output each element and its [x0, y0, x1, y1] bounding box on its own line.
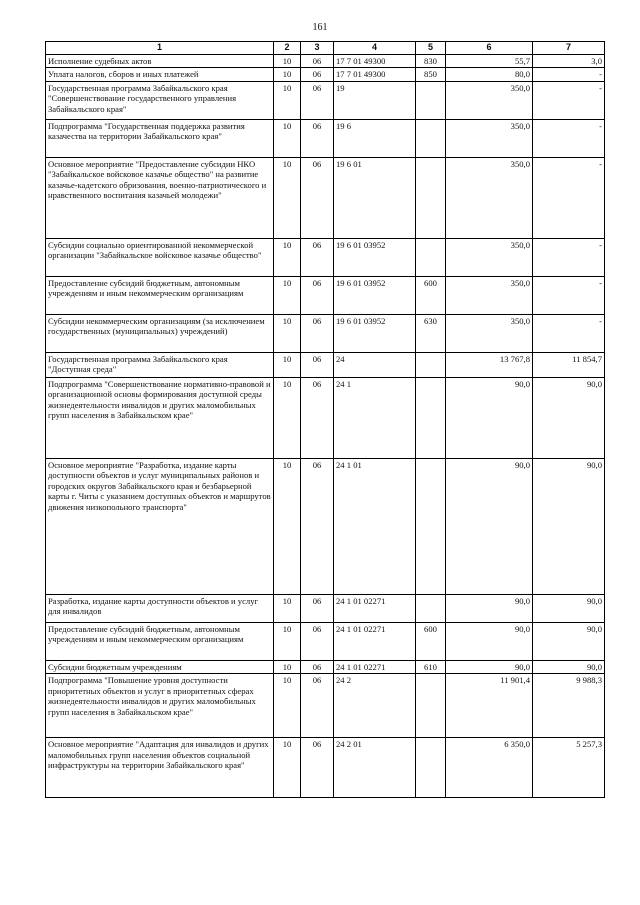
- row-amount-2021-cell: -: [533, 238, 605, 276]
- table-row: [46, 674, 605, 738]
- row-name-cell: Субсидии бюджетным учреждениям: [46, 660, 274, 673]
- row-section-cell: 10: [274, 68, 301, 81]
- row-amount-2021-cell: -: [533, 314, 605, 352]
- row-amount-2020-cell: 90,0: [446, 458, 533, 594]
- row-amount-2020-cell: 11 901,4: [446, 674, 533, 738]
- row-amount-2020-cell: 350,0: [446, 81, 533, 119]
- row-section-cell: 10: [274, 276, 301, 314]
- row-target-code-cell: 19 6 01: [334, 157, 416, 238]
- row-expense-type-cell: [416, 81, 446, 119]
- row-section-cell: 10: [274, 314, 301, 352]
- row-subsection-cell: 06: [301, 377, 334, 458]
- row-expense-type-cell: [416, 238, 446, 276]
- row-subsection-cell: 06: [301, 738, 334, 798]
- row-amount-2021-cell: -: [533, 81, 605, 119]
- row-expense-type-cell: [416, 352, 446, 377]
- row-target-code-cell: 24 1 01 02271: [334, 594, 416, 622]
- table-row: [46, 458, 605, 594]
- row-amount-2021-cell: 11 854,7: [533, 352, 605, 377]
- row-name-cell: Предоставление субсидий бюджетным, автономным учреждениям и иным некоммерческим организациям: [46, 276, 274, 314]
- row-expense-type-cell: [416, 738, 446, 798]
- row-expense-type-cell: [416, 458, 446, 594]
- row-subsection-cell: 06: [301, 68, 334, 81]
- row-amount-2020-cell: 90,0: [446, 660, 533, 673]
- row-expense-type-cell: [416, 594, 446, 622]
- row-expense-type-cell: 850: [416, 68, 446, 81]
- header-col-7: 7: [533, 42, 605, 55]
- row-expense-type-cell: 600: [416, 622, 446, 660]
- row-name-cell: Исполнение судебных актов: [46, 55, 274, 68]
- header-col-6: 6: [446, 42, 533, 55]
- row-expense-type-cell: 600: [416, 276, 446, 314]
- header-col-5: 5: [416, 42, 446, 55]
- row-amount-2020-cell: 350,0: [446, 119, 533, 157]
- row-amount-2021-cell: -: [533, 119, 605, 157]
- table-row: [46, 314, 605, 352]
- row-target-code-cell: 24 1 01 02271: [334, 622, 416, 660]
- row-subsection-cell: 06: [301, 81, 334, 119]
- row-target-code-cell: 24 1 01: [334, 458, 416, 594]
- header-col-1: 1: [46, 42, 274, 55]
- row-name-cell: Уплата налогов, сборов и иных платежей: [46, 68, 274, 81]
- row-target-code-cell: 24 2: [334, 674, 416, 738]
- row-expense-type-cell: 610: [416, 660, 446, 673]
- row-target-code-cell: 24 2 01: [334, 738, 416, 798]
- row-subsection-cell: 06: [301, 674, 334, 738]
- table-row: [46, 68, 605, 81]
- page-number: 161: [312, 22, 328, 33]
- row-target-code-cell: 17 7 01 49300: [334, 68, 416, 81]
- row-expense-type-cell: [416, 674, 446, 738]
- row-expense-type-cell: 630: [416, 314, 446, 352]
- table-row: [46, 81, 605, 119]
- table-row: [46, 377, 605, 458]
- row-subsection-cell: 06: [301, 594, 334, 622]
- table-row: [46, 157, 605, 238]
- row-name-cell: Разработка, издание карты доступности объектов и услуг для инвалидов: [46, 594, 274, 622]
- row-target-code-cell: 24: [334, 352, 416, 377]
- row-name-cell: Государственная программа Забайкальского края "Доступная среда": [46, 352, 274, 377]
- row-subsection-cell: 06: [301, 119, 334, 157]
- row-name-cell: Субсидии некоммерческим организациям (за исключением государственных (муниципальных) учреждений): [46, 314, 274, 352]
- table-row: [46, 660, 605, 673]
- row-amount-2020-cell: 350,0: [446, 314, 533, 352]
- row-target-code-cell: 19: [334, 81, 416, 119]
- row-name-cell: Основное мероприятие "Адаптация для инвалидов и других маломобильных групп населения объектов социальной инфраструктуры на территории Забайкальского края": [46, 738, 274, 798]
- row-name-cell: Основное мероприятие "Разработка, издание карты доступности объектов и услуг муниципальных районов и городских округов Забайкальского края и безбарьерной карты г. Читы с указанием доступных объектов и маршрутов движения низкопольного транспорта": [46, 458, 274, 594]
- row-section-cell: 10: [274, 55, 301, 68]
- row-amount-2021-cell: 90,0: [533, 594, 605, 622]
- row-subsection-cell: 06: [301, 238, 334, 276]
- row-amount-2020-cell: 350,0: [446, 238, 533, 276]
- row-target-code-cell: 19 6 01 03952: [334, 276, 416, 314]
- row-section-cell: 10: [274, 458, 301, 594]
- row-section-cell: 10: [274, 119, 301, 157]
- row-section-cell: 10: [274, 738, 301, 798]
- table-row: [46, 119, 605, 157]
- header-row: [46, 42, 605, 55]
- row-name-cell: Основное мероприятие "Предоставление субсидии НКО "Забайкальское войсковое казачье общество" на развитие казачье-кадетского обризования, военно-патриотического и нравственного воспитания казачьей молодежи": [46, 157, 274, 238]
- row-amount-2020-cell: 90,0: [446, 377, 533, 458]
- row-subsection-cell: 06: [301, 352, 334, 377]
- row-name-cell: Подпрограмма "Повышение уровня доступности приоритетных объектов и услуг в приоритетных сферах жизнедеятельности инвалидов и других маломобильных групп населения в Забайкальском крае": [46, 674, 274, 738]
- row-target-code-cell: 19 6: [334, 119, 416, 157]
- row-amount-2020-cell: 13 767,8: [446, 352, 533, 377]
- row-amount-2020-cell: 90,0: [446, 594, 533, 622]
- row-amount-2021-cell: 90,0: [533, 377, 605, 458]
- row-subsection-cell: 06: [301, 157, 334, 238]
- row-subsection-cell: 06: [301, 55, 334, 68]
- row-section-cell: 10: [274, 157, 301, 238]
- row-amount-2021-cell: 90,0: [533, 622, 605, 660]
- row-section-cell: 10: [274, 81, 301, 119]
- table-row: [46, 352, 605, 377]
- table-row: [46, 276, 605, 314]
- row-amount-2020-cell: 55,7: [446, 55, 533, 68]
- row-amount-2021-cell: -: [533, 157, 605, 238]
- row-section-cell: 10: [274, 622, 301, 660]
- row-target-code-cell: 17 7 01 49300: [334, 55, 416, 68]
- row-name-cell: Предоставление субсидий бюджетным, автономным учреждениям и иным некоммерческим организациям: [46, 622, 274, 660]
- row-subsection-cell: 06: [301, 660, 334, 673]
- row-amount-2020-cell: 6 350,0: [446, 738, 533, 798]
- row-expense-type-cell: [416, 157, 446, 238]
- budget-table: [45, 41, 605, 798]
- row-section-cell: 10: [274, 660, 301, 673]
- row-section-cell: 10: [274, 674, 301, 738]
- row-subsection-cell: 06: [301, 276, 334, 314]
- table-row: [46, 55, 605, 68]
- row-target-code-cell: 24 1: [334, 377, 416, 458]
- row-target-code-cell: 24 1 01 02271: [334, 660, 416, 673]
- row-expense-type-cell: [416, 377, 446, 458]
- row-target-code-cell: 19 6 01 03952: [334, 238, 416, 276]
- row-name-cell: Подпрограмма "Совершенствование нормативно-правовой и организационной основы формирования доступной среды жизнедеятельности инвалидов и других маломобильных групп населения в Забайкальском крае": [46, 377, 274, 458]
- row-section-cell: 10: [274, 377, 301, 458]
- row-target-code-cell: 19 6 01 03952: [334, 314, 416, 352]
- row-amount-2020-cell: 90,0: [446, 622, 533, 660]
- row-amount-2021-cell: 3,0: [533, 55, 605, 68]
- row-name-cell: Подпрограмма "Государственная поддержка развития казачества на территории Забайкальского края": [46, 119, 274, 157]
- row-amount-2021-cell: 90,0: [533, 458, 605, 594]
- table-row: [46, 238, 605, 276]
- row-amount-2020-cell: 350,0: [446, 157, 533, 238]
- table-row: [46, 594, 605, 622]
- row-amount-2021-cell: -: [533, 276, 605, 314]
- row-section-cell: 10: [274, 594, 301, 622]
- row-expense-type-cell: 830: [416, 55, 446, 68]
- row-amount-2021-cell: 9 988,3: [533, 674, 605, 738]
- row-name-cell: Субсидии социально ориентированной некоммерческой организации "Забайкальское войсковое казачье общество": [46, 238, 274, 276]
- row-subsection-cell: 06: [301, 458, 334, 594]
- row-amount-2021-cell: -: [533, 68, 605, 81]
- row-amount-2021-cell: 90,0: [533, 660, 605, 673]
- header-col-3: 3: [301, 42, 334, 55]
- row-expense-type-cell: [416, 119, 446, 157]
- header-col-2: 2: [274, 42, 301, 55]
- row-name-cell: Государственная программа Забайкальского края "Совершенствование государственного управления Забайкальского края": [46, 81, 274, 119]
- row-section-cell: 10: [274, 238, 301, 276]
- table-row: [46, 738, 605, 798]
- table-row: [46, 622, 605, 660]
- header-col-4: 4: [334, 42, 416, 55]
- row-section-cell: 10: [274, 352, 301, 377]
- row-subsection-cell: 06: [301, 622, 334, 660]
- row-subsection-cell: 06: [301, 314, 334, 352]
- row-amount-2021-cell: 5 257,3: [533, 738, 605, 798]
- row-amount-2020-cell: 80,0: [446, 68, 533, 81]
- row-amount-2020-cell: 350,0: [446, 276, 533, 314]
